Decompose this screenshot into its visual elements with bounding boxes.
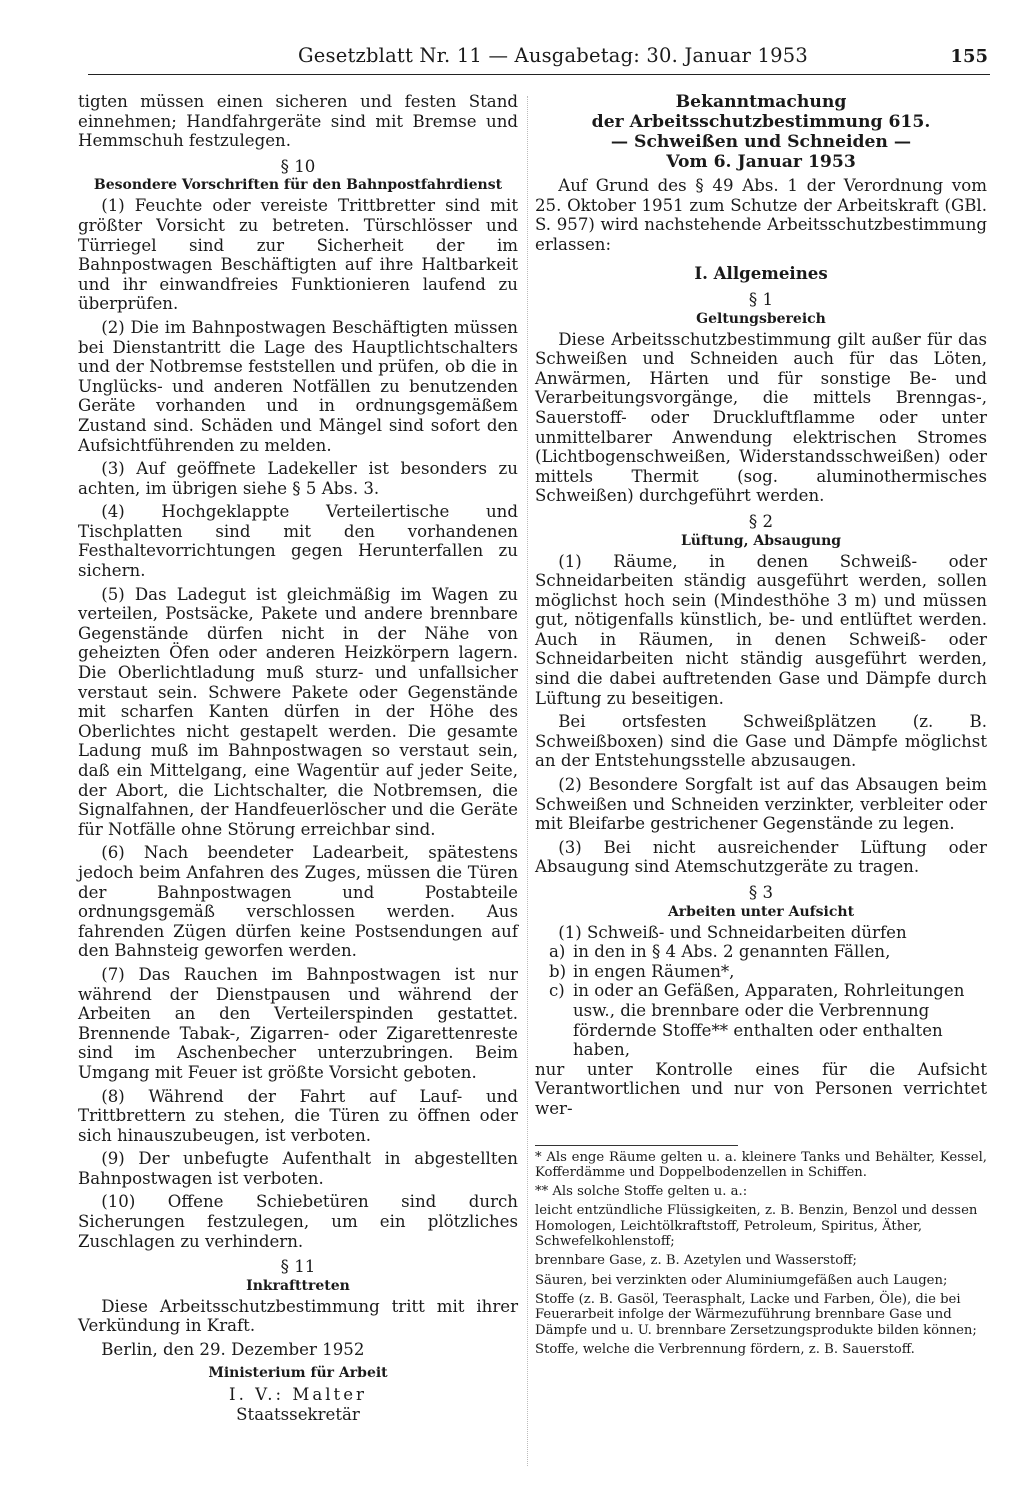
section-10-para-7: (7) Das Rauchen im Bahnpostwagen ist nur während der Dienstpausen und während der Arbeiten an den Verteilerspinden gestattet. Brennende Tabak-, Zigarren- oder Zigarettenreste sind im Aschenbecher unterzubringen. Beim Umgang mit Feuer ist größte Vorsicht geboten.: [78, 964, 518, 1082]
section-10-para-10: (10) Offene Schiebetüren sind durch Sicherungen festzulegen, um ein plötzliches Zuschlagen zu verhindern.: [78, 1192, 518, 1251]
list-marker: c): [549, 981, 565, 1001]
left-column: [78, 92, 518, 1424]
signer-title: Staatssekretär: [236, 1404, 360, 1424]
section-3-para-1: (1) Schweiß- und Schneidarbeiten dürfen: [558, 922, 907, 942]
place-date: Berlin, den 29. Dezember 1952: [101, 1340, 365, 1360]
section-10-para-3: (3) Auf geöffnete Ladekeller ist besonders zu achten, im übrigen siehe § 5 Abs. 3.: [78, 459, 518, 498]
section-2-para-3: (3) Bei nicht ausreichender Lüftung oder Absaugung sind Atemschutzgeräte zu tragen.: [535, 837, 987, 877]
page-header: [88, 40, 990, 75]
page-number: 155: [950, 46, 988, 67]
section-2-para-2: (2) Besondere Sorgfalt ist auf das Absaugen beim Schweißen und Schneiden verzinkter, verbleiter oder mit Bleifarbe gestrichener Gegenstände zu legen.: [535, 775, 987, 834]
section-3-number: § 3: [748, 883, 774, 902]
announcement-title-2: der Arbeitsschutzbestimmung 615.: [591, 112, 931, 132]
section-1-title: Geltungsbereich: [696, 310, 826, 327]
part-1-heading: I. Allgemeines: [694, 263, 828, 284]
announcement-title-3: — Schweißen und Schneiden —: [610, 132, 912, 152]
intro-paragraph: tigten müssen einen sicheren und festen Stand einnehmen; Handfahrgeräte sind mit Bremse und Hemmschuh festzulegen.: [78, 92, 518, 151]
ministry-name: Ministerium für Arbeit: [208, 1364, 388, 1381]
list-item: [549, 942, 987, 962]
announcement-date: Vom 6. Januar 1953: [666, 152, 856, 172]
footnote-1: * Als enge Räume gelten u. a. kleinere Tanks und Behälter, Kessel, Kofferdämme und Doppelbodenzellen in Schiffen.: [535, 1149, 987, 1180]
right-column: [535, 92, 987, 1361]
list-text: in oder an Gefäßen, Apparaten, Rohrleitungen usw., die brennbare oder die Verbrennung fördernde Stoffe** enthalten oder enthalten haben,: [573, 981, 965, 1060]
footnote-2: ** Als solche Stoffe gelten u. a.:: [535, 1184, 748, 1200]
section-1-number: § 1: [748, 289, 774, 309]
section-10-para-9: (9) Der unbefugte Aufenthalt in abgestellten Bahnpostwagen ist verboten.: [78, 1149, 518, 1188]
list-text: in den in § 4 Abs. 2 genannten Fällen,: [573, 942, 891, 962]
footnote-2-item: brennbare Gase, z. B. Azetylen und Wasserstoff;: [535, 1253, 857, 1269]
announcement-title-1: Bekanntmachung: [675, 92, 847, 112]
running-title: Gesetzblatt Nr. 11 — Ausgabetag: 30. Januar 1953: [298, 44, 808, 67]
section-3-title: Arbeiten unter Aufsicht: [667, 903, 855, 920]
section-10-title: Besondere Vorschriften für den Bahnpostfahrdienst: [93, 177, 503, 194]
footnote-2-item: Stoffe (z. B. Gasöl, Teerasphalt, Lacke und Farben, Öle), die bei Feuerarbeit infolge der Wärmezuführung brennbare Gase und Dämpfe und u. U. brennbare Zersetzungsprodukte bilden können;: [535, 1291, 977, 1338]
section-1-text: Diese Arbeitsschutzbestimmung gilt außer für das Schweißen und Schneiden auch für das Löten, Anwärmen, Härten und für sonstige Be- und Verarbeitungsvorgänge, die mittels Brenngas-, Sauerstoff- oder Druckluftflamme oder unter unmittelbarer Anwendung elektrischen Stromes (Lichtbogenschweißen, Widerstandsschweißen) oder mittels Thermit (sog. aluminothermisches Schweißen) durchgeführt werden.: [535, 329, 987, 506]
section-2-para-1: (1) Räume, in denen Schweiß- oder Schneidarbeiten ständig ausgeführt werden, sollen möglichst hoch sein (Mindesthöhe 3 m) und müssen gut, nötigenfalls künstlich, be- und entlüftet werden. Auch in Räumen, in denen Schweiß- oder Schneidarbeiten nicht ständig ausgeführt werden, sind die dabei auftretenden Gase und Dämpfe durch Lüftung zu beseitigen.: [535, 551, 987, 708]
column-divider: [527, 96, 528, 1466]
section-2-para-1b: Bei ortsfesten Schweißplätzen (z. B. Schweißboxen) sind die Gase und Dämpfe möglichst an der Entstehungsstelle abzusaugen.: [535, 712, 987, 771]
section-10-para-4: (4) Hochgeklappte Verteilertische und Tischplatten sind mit den vorhandenen Festhaltevorrichtungen gegen Herunterfallen zu sichern.: [78, 502, 518, 581]
section-11-title: Inkrafttreten: [246, 1277, 350, 1294]
section-10-para-1: (1) Feuchte oder vereiste Trittbretter sind mit größter Vorsicht zu betreten. Türschlösser und Türriegel sind zur Sicherheit der im Bahnpostwagen Beschäftigten auf ihre Haltbarkeit und ihr einwandfreies Funktionieren laufend zu überprüfen.: [78, 196, 518, 314]
footnote-2-item: Stoffe, welche die Verbrennung fördern, z. B. Sauerstoff.: [535, 1341, 915, 1357]
section-2-number: § 2: [748, 511, 774, 531]
list-marker: b): [549, 961, 567, 981]
section-10-para-5: (5) Das Ladegut ist gleichmäßig im Wagen zu verteilen, Postsäcke, Pakete und andere brennbare Gegenstände dürfen nicht in der Nähe von geheizten Öfen oder anderen Heizkörpern lagern. Die Oberlichtladung muß sturz- und unfallsicher verstaut sein. Schwere Pakete oder Gegenstände mit scharfen Kanten dürfen in der Höhe des Oberlichtes nicht gestapelt werden. Die gesamte Ladung muß im Bahnpostwagen so verstaut sein, daß ein Mittelgang, eine Wagentür auf jeder Seite, der Abort, die Lichtschalter, die Notbremsen, die Signalfahnen, der Handfeuerlöscher und die Geräte für Notfälle ohne Störung erreichbar sind.: [78, 584, 518, 839]
footnote-rule: [535, 1145, 738, 1146]
section-11-text: Diese Arbeitsschutzbestimmung tritt mit ihrer Verkündung in Kraft.: [78, 1296, 518, 1336]
preamble: Auf Grund des § 49 Abs. 1 der Verordnung vom 25. Oktober 1951 zum Schutze der Arbeitskraft (GBl. S. 957) wird nachstehende Arbeitsschutzbestimmung erlassen:: [535, 176, 987, 254]
section-10-para-8: (8) Während der Fahrt auf Lauf- und Trittbrettern zu stehen, die Türen zu öffnen oder sich hinauszubeugen, ist verboten.: [78, 1086, 518, 1145]
footnote-2-item: Säuren, bei verzinkten oder Aluminiumgefäßen auch Laugen;: [535, 1272, 948, 1288]
section-10-para-2: (2) Die im Bahnpostwagen Beschäftigten müssen bei Dienstantritt die Lage des Hauptlichtschalters und der Notbremse feststellen und prüfen, ob die in Unglücks- und anderen Notfällen zu benutzenden Geräte vorhanden und in ordnungsgemäßem Zustand sind. Schäden und Mängel sind sofort den Aufsichtführenden zu melden.: [78, 317, 518, 455]
section-10-number: § 10: [280, 156, 316, 176]
section-3-tail: nur unter Kontrolle eines für die Aufsicht Verantwortlichen und nur von Personen verrichtet wer-: [535, 1059, 987, 1118]
list-item: [549, 962, 987, 982]
section-10-para-6: (6) Nach beendeter Ladearbeit, spätestens jedoch beim Anfahren des Zuges, müssen die Türen der Bahnpostwagen und Postabteile ordnungsgemäß verschlossen werden. Aus fahrenden Zügen dürfen keine Postsendungen auf den Bahnsteig geworfen werden.: [78, 843, 518, 961]
list-item: [549, 981, 987, 1059]
footnotes: [535, 1150, 987, 1358]
section-3-list: [549, 942, 987, 1060]
footnote-2-item: leicht entzündliche Flüssigkeiten, z. B. Benzin, Benzol und dessen Homologen, Leichtölkraftstoff, Petroleum, Spiritus, Äther, Schwefelkohlenstoff;: [535, 1203, 978, 1250]
list-marker: a): [549, 942, 566, 962]
signer-name: I. V.: Malter: [229, 1385, 367, 1405]
list-text: in engen Räumen*,: [573, 961, 735, 981]
section-2-title: Lüftung, Absaugung: [680, 532, 842, 549]
section-11-number: § 11: [280, 1257, 316, 1277]
